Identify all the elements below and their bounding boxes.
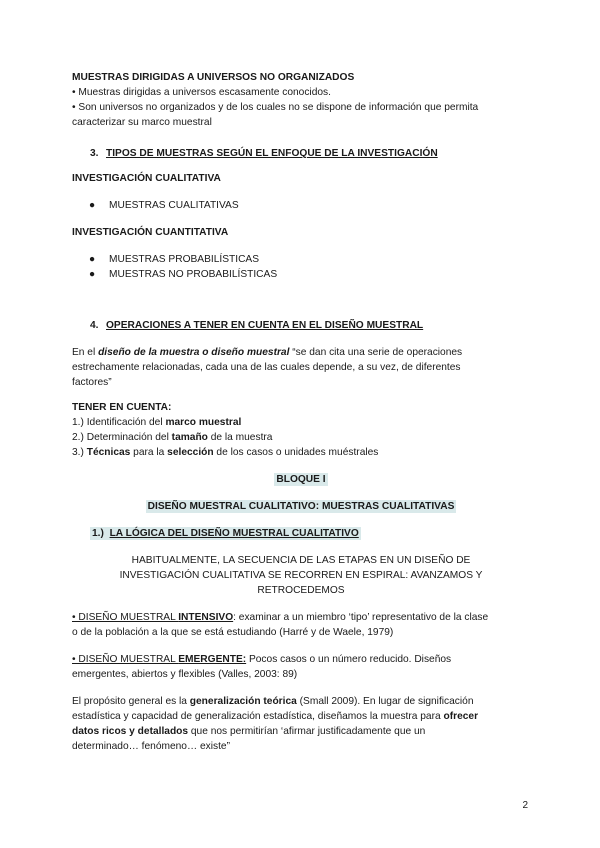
section-heading-highlight (90, 527, 361, 540)
paragraph-diseno-line-3: factores” (72, 377, 112, 388)
text-run: • DISEÑO MUESTRAL (72, 612, 179, 623)
proposito-line-1 (72, 694, 530, 709)
text-run: • DISEÑO MUESTRAL (72, 654, 179, 665)
text-run: que nos permitirían ‘afirmar justificadamente que un (188, 726, 426, 737)
text-run: 3.) (72, 447, 87, 458)
intensivo-line-2: o de la población a la que se está estudiando (Harré y de Waele, 1979) (72, 627, 394, 638)
list-item (72, 198, 530, 213)
text-run: para la (130, 447, 168, 458)
document-page (72, 70, 530, 754)
emphasis-text: tamaño (171, 432, 208, 443)
label-investigacion-cualitativa: INVESTIGACIÓN CUALITATIVA (72, 173, 221, 184)
proposito-line-3 (72, 724, 530, 739)
text-run: 2.) Determinación del (72, 432, 172, 443)
text-run: (Small 2009). En lugar de significación (296, 696, 474, 707)
text-run: : examinar a un miembro ‘tipo’ representativo de la clase (233, 612, 489, 623)
block-subtitle-text: DISEÑO MUESTRAL CUALITATIVO: MUESTRAS CUALITATIVAS (147, 501, 455, 512)
label-tener-en-cuenta: TENER EN CUENTA: (72, 402, 172, 413)
block-label-text: BLOQUE I (276, 474, 326, 485)
text-run: de la muestra (207, 432, 273, 443)
list-item (72, 430, 530, 445)
emphasis-text: selección (167, 447, 214, 458)
section-heading-4 (72, 318, 530, 333)
emphasis-text: datos ricos y detallados (72, 726, 189, 737)
emphasis-text: ofrecer (443, 711, 479, 722)
list-item (72, 267, 530, 282)
block-subtitle (72, 499, 530, 514)
text-run: estadística y capacidad de generalización estadística, diseñamos la muestra para (72, 711, 444, 722)
emphasis-text: INTENSIVO (178, 612, 234, 623)
proposito-line-4: determinado… fenómeno… existe” (72, 741, 230, 752)
text-run: 1.) Identificación del (72, 417, 166, 428)
text-run: El propósito general es la (72, 696, 190, 707)
paragraph-diseno-line-2: estrechamente relacionadas, cada una de las cuales depende, a su vez, de diferentes (72, 362, 461, 373)
section-heading-text: LA LÓGICA DEL DISEÑO MUESTRAL CUALITATIVO (109, 528, 359, 539)
page-number: 2 (522, 800, 528, 811)
text-run: “se dan cita una serie de operaciones (289, 347, 463, 358)
list-item-label: MUESTRAS PROBABILÍSTICAS (109, 254, 260, 265)
emphasis-text: marco muestral (165, 417, 242, 428)
bullet-icon: ● (89, 254, 96, 265)
proposito-line-2 (72, 709, 530, 724)
section-number: 3. (90, 148, 99, 159)
emphasis-text: Técnicas (86, 447, 131, 458)
emergente-line-2: emergentes, abiertos y flexibles (Valles, 2003: 89) (72, 669, 298, 680)
emphasis-text: EMERGENTE: (178, 654, 247, 665)
text-run: Pocos casos o un número reducido. Diseños (246, 654, 452, 665)
section-heading-text: OPERACIONES A TENER EN CUENTA EN EL DISEÑO MUESTRAL (106, 320, 424, 331)
block-label (72, 472, 530, 487)
emphasis-text: diseño de la muestra o diseño muestral (98, 347, 290, 358)
bullet-icon: ● (89, 269, 96, 280)
section-number: 1.) (92, 528, 104, 539)
dirigidas-bullet-2-cont: caracterizar su marco muestral (72, 117, 212, 128)
section-title-dirigidas: MUESTRAS DIRIGIDAS A UNIVERSOS NO ORGANIZADOS (72, 72, 355, 83)
list-item-label: MUESTRAS CUALITATIVAS (109, 200, 239, 211)
emphasis-text: generalización teórica (189, 696, 297, 707)
text-run: de los casos o unidades muéstrales (213, 447, 379, 458)
emergente-line-1 (72, 652, 530, 667)
dirigidas-bullet-1: • Muestras dirigidas a universos escasamente conocidos. (72, 87, 331, 98)
list-item (72, 252, 530, 267)
centered-statement-line-3: RETROCEDEMOS (257, 585, 345, 596)
centered-statement-line-2: INVESTIGACIÓN CUALITATIVA SE RECORREN EN ESPIRAL: AVANZAMOS Y (119, 570, 483, 581)
list-item-label: MUESTRAS NO PROBABILÍSTICAS (109, 269, 278, 280)
section-number: 4. (90, 320, 99, 331)
label-investigacion-cuantitativa: INVESTIGACIÓN CUANTITATIVA (72, 227, 229, 238)
section-heading-3 (72, 146, 530, 161)
paragraph-diseno-line-1 (72, 345, 530, 360)
intensivo-line-1 (72, 610, 530, 625)
list-item (72, 415, 530, 430)
list-item (72, 445, 530, 460)
section-heading-text: TIPOS DE MUESTRAS SEGÚN EL ENFOQUE DE LA INVESTIGACIÓN (106, 148, 438, 159)
bullet-icon: ● (89, 200, 96, 211)
section-heading-logica (72, 526, 530, 541)
text-run: En el (72, 347, 99, 358)
centered-statement-line-1: HABITUALMENTE, LA SECUENCIA DE LAS ETAPAS EN UN DISEÑO DE (131, 555, 471, 566)
dirigidas-bullet-2: • Son universos no organizados y de los cuales no se dispone de información que permita (72, 102, 479, 113)
